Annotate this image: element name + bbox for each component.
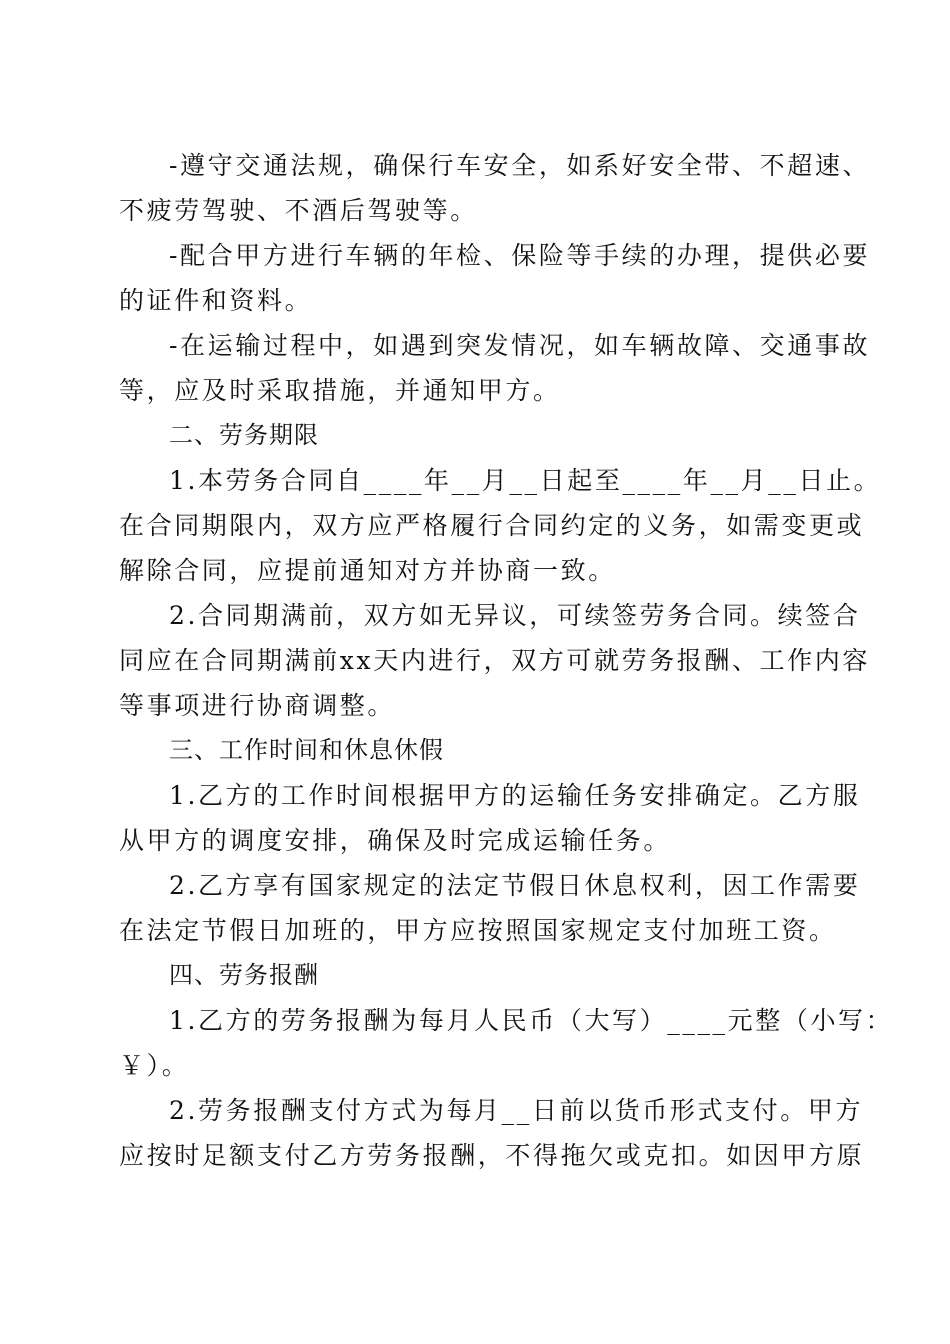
body-text-line: 在法定节假日加班的，甲方应按照国家规定支付加班工资。 (119, 916, 837, 945)
body-text-line: 的证件和资料。 (119, 286, 313, 315)
body-text-line: 2.劳务报酬支付方式为每月__日前以货币形式支付。甲方 (169, 1096, 864, 1125)
body-text-line: 1.本劳务合同自____年__月__日起至____年__月__日止。 (169, 466, 882, 495)
body-text-line: -遵守交通法规，确保行车安全，如系好安全带、不超速、 (169, 151, 871, 180)
body-text-line: 2.合同期满前，双方如无异议，可续签劳务合同。续签合 (169, 601, 861, 630)
body-text-line: ￥）。 (119, 1051, 190, 1080)
section-heading: 三、工作时间和休息休假 (169, 736, 444, 764)
document-body (119, 143, 894, 1178)
body-text-line: -配合甲方进行车辆的年检、保险等手续的办理，提供必要 (169, 241, 871, 270)
body-text-line: 应按时足额支付乙方劳务报酬，不得拖欠或克扣。如因甲方原 (119, 1141, 865, 1170)
body-text-line: 不疲劳驾驶、不酒后驾驶等。 (119, 196, 478, 225)
section-heading: 四、劳务报酬 (169, 961, 319, 989)
body-text-line: 从甲方的调度安排，确保及时完成运输任务。 (119, 826, 672, 855)
body-text-line: 1.乙方的工作时间根据甲方的运输任务安排确定。乙方服 (169, 781, 861, 810)
body-text-line: 解除合同，应提前通知对方并协商一致。 (119, 556, 616, 585)
body-text-line: 同应在合同期满前xx天内进行，双方可就劳务报酬、工作内容 (119, 646, 871, 675)
body-text-line: 1.乙方的劳务报酬为每月人民币（大写）____元整（小写： (169, 1006, 894, 1035)
body-text-line: 在合同期限内，双方应严格履行合同约定的义务，如需变更或 (119, 511, 865, 540)
body-text-line: -在运输过程中，如遇到突发情况，如车辆故障、交通事故 (169, 331, 871, 360)
section-heading: 二、劳务期限 (169, 421, 319, 449)
body-text-line: 2.乙方享有国家规定的法定节假日休息权利，因工作需要 (169, 871, 861, 900)
body-text-line: 等，应及时采取措施，并通知甲方。 (119, 376, 561, 405)
body-text-line: 等事项进行协商调整。 (119, 691, 396, 720)
